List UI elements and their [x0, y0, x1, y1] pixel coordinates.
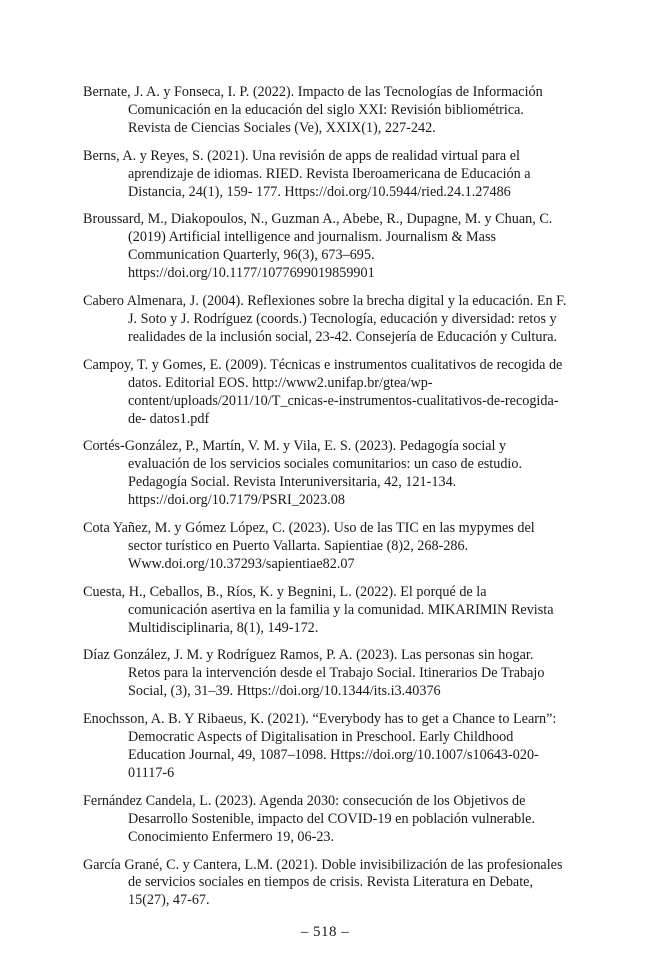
reference-entry: Cuesta, H., Ceballos, B., Ríos, K. y Begnini, L. (2022). El porqué de la comunicación asertiva en la familia y la comunidad. MIKARIMIN Revista Multidisciplinaria, 8(1), 149-172.: [83, 583, 554, 636]
reference-entry: Bernate, J. A. y Fonseca, I. P. (2022). Impacto de las Tecnologías de Información Comunicación en la educación del siglo XXI: Revisión bibliométrica. Revista de Ciencias Sociales (Ve), XXIX(1), 227-242.: [83, 84, 543, 136]
reference-entry: Cota Yañez, M. y Gómez López, C. (2023). Uso de las TIC en las mypymes del sector turístico en Puerto Vallarta. Sapientiae (8)2, 268-286. Www.doi.org/10.37293/sapientiae82.07: [83, 520, 535, 572]
reference-entry: Cortés-González, P., Martín, V. M. y Vila, E. S. (2023). Pedagogía social y evaluación de los servicios sociales comunitarios: un caso de estudio. Pedagogía Social. Revista Interuniversitaria, 42, 121-134. https://doi.org/10.7179/PSRI_2023.08: [83, 438, 522, 509]
reference-entry: Campoy, T. y Gomes, E. (2009). Técnicas e instrumentos cualitativos de recogida de datos. Editorial EOS. http://www2.unifap.br/gtea/wp-content/uploads/2011/10/T_cnicas-e-instrumentos-cualitativos-de-recogida-de- datos1.pdf: [83, 356, 563, 427]
page-number: – 518 –: [300, 924, 350, 940]
reference-entry: Díaz González, J. M. y Rodríguez Ramos, P. A. (2023). Las personas sin hogar. Retos para la intervención desde el Trabajo Social. Itinerarios De Trabajo Social, (3), 31–39. Https://doi.org/10.1344/its.i3.40376: [83, 647, 545, 700]
reference-entry: García Grané, C. y Cantera, L.M. (2021). Doble invisibilización de las profesionales de servicios sociales en tiempos de crisis. Revista Literatura en Debate, 15(27), 47-67.: [83, 856, 563, 909]
reference-entry: Fernández Candela, L. (2023). Agenda 2030: consecución de los Objetivos de Desarrollo Sostenible, impacto del COVID-19 en población vulnerable. Conocimiento Enfermero 19, 06-23.: [83, 792, 535, 845]
reference-entry: Berns, A. y Reyes, S. (2021). Una revisión de apps de realidad virtual para el aprendizaje de idiomas. RIED. Revista Iberoamericana de Educación a Distancia, 24(1), 159- 177. Https://doi.org/10.5944/ried.24.1.27486: [83, 147, 531, 200]
reference-entry: Broussard, M., Diakopoulos, N., Guzman A., Abebe, R., Dupagne, M. y Chuan, C. (2019) Artificial intelligence and journalism. Journalism & Mass Communication Quarterly, 96(3), 673–695. https://doi.org/10.1177/1077699019859901: [83, 211, 553, 282]
reference-list: [83, 84, 567, 920]
reference-entry: Enochsson, A. B. Y Ribaeus, K. (2021). “Everybody has to get a Chance to Learn”: Democratic Aspects of Digitalisation in Preschool. Early Childhood Education Journal, 49, 1087–1098. Https://doi.org/10.1007/s10643-020-01117-6: [83, 711, 557, 781]
reference-entry: Cabero Almenara, J. (2004). Reflexiones sobre la brecha digital y la educación. En F. J. Soto y J. Rodríguez (coords.) Tecnología, educación y diversidad: retos y realidades de la inclusión social, 23-42. Consejería de Educación y Cultura.: [83, 293, 567, 345]
